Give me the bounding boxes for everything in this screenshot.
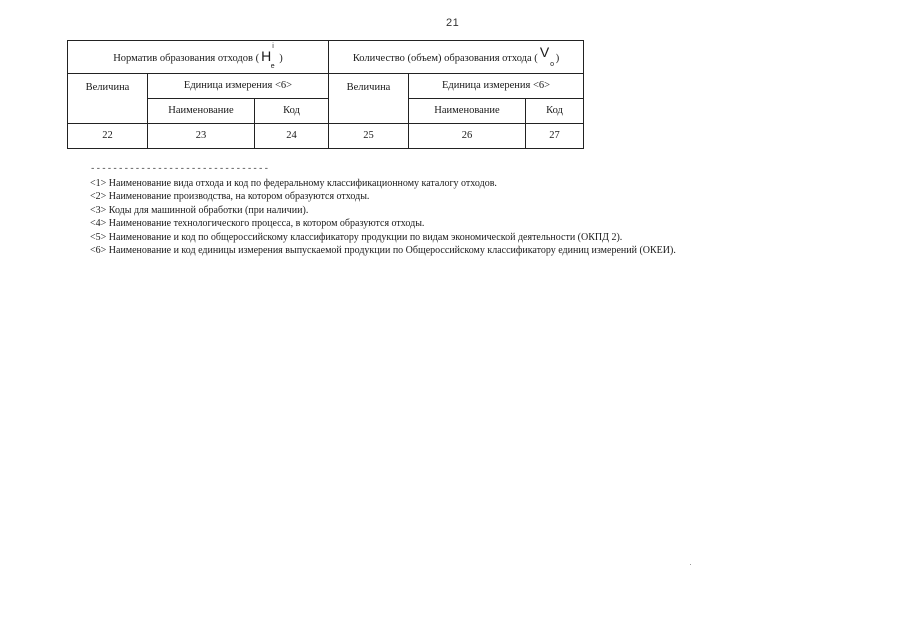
column-number: 25 [329,124,409,149]
table-subheader-row [68,74,584,99]
norm-header-close: ) [279,52,283,64]
table-header-row [68,41,584,74]
footnote-1: <1> Наименование вида отхода и код по федеральному классификационному каталогу отходов. [90,178,497,189]
page-number: 21 [446,17,460,29]
norm-unit-name-header: Наименование [148,99,255,124]
quantity-unit-name-header: Наименование [409,99,526,124]
footnote-3: <3> Коды для машинной обработки (при наличии). [90,204,309,216]
scan-speck [690,564,691,565]
quantity-header-close: ) [555,52,560,64]
norm-header-cell [68,41,329,74]
footnotes [90,177,880,257]
column-number: 22 [68,124,148,149]
footnote-5: <5> Наименование и код по общероссийскому классификатору продукции по видам экономической деятельности (ОКПД 2). [90,231,623,243]
norm-header-text: Норматив образования отходов ( [113,52,260,64]
quantity-unit-code-header: Код [526,99,584,124]
footnote-4: <4> Наименование технологического процесса, в котором образуются отходы. [90,218,425,230]
column-number: 24 [255,124,329,149]
column-number: 27 [526,124,584,149]
quantity-header-text: Количество (объем) образования отхода ( [352,52,538,64]
waste-norms-table [67,40,584,149]
column-number-row [68,124,584,149]
column-number: 26 [409,124,526,149]
footnote-2: <2> Наименование производства, на котором образуются отходы. [90,191,370,203]
norm-unit-header: Единица измерения <6> [148,74,329,99]
quantity-header-cell [329,41,584,74]
quantity-symbol: $V_o$ [539,43,555,69]
column-number: 23 [148,124,255,149]
norm-symbol: $H^i_e$ [261,42,275,71]
footnote-6: <6> Наименование и код единицы измерения выпускаемой продукции по Общероссийскому классификатору единиц измерений (ОКЕИ). [90,245,676,257]
quantity-value-header: Величина [329,74,409,124]
norm-unit-code-header: Код [255,99,329,124]
quantity-unit-header: Единица измерения <6> [409,74,584,99]
footnote-separator: -------------------------------- [90,164,270,174]
norm-value-header: Величина [68,74,148,124]
